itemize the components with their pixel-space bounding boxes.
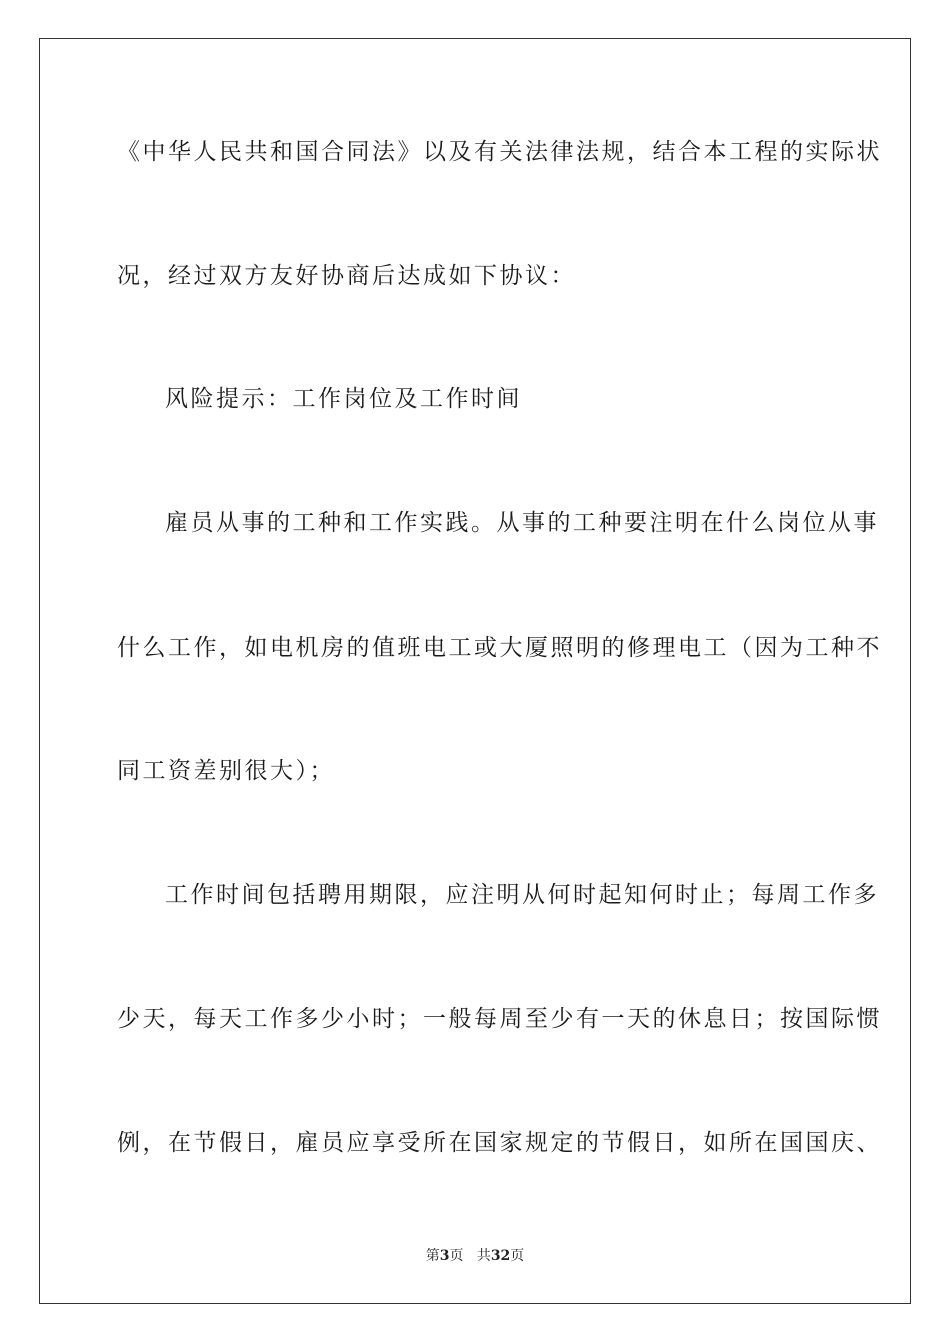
body-line-7: 工作时间包括聘用期限，应注明从何时起知何时止；每周工作多 — [165, 882, 879, 908]
footer-total-pages: 32 — [490, 1248, 511, 1264]
page-border — [39, 38, 911, 1304]
body-line-6: 同工资差别很大）； — [117, 758, 335, 784]
footer-page-prefix: 第 — [425, 1248, 440, 1264]
footer-total-suffix: 页 — [510, 1248, 525, 1264]
body-line-8: 少天，每天工作多少小时；一般每周至少有一天的休息日；按国际惯 — [117, 1006, 882, 1032]
body-line-5: 什么工作，如电机房的值班电工或大厦照明的修理电工（因为工种不 — [117, 635, 882, 661]
body-line-1: 《中华人民共和国合同法》以及有关法律法规，结合本工程的实际状 — [117, 139, 882, 165]
body-line-4: 雇员从事的工种和工作实践。从事的工种要注明在什么岗位从事 — [165, 510, 879, 536]
footer-page-number: 3 — [439, 1248, 450, 1264]
body-line-9: 例，在节假日，雇员应享受所在国家规定的节假日，如所在国国庆、 — [117, 1130, 882, 1156]
page-footer — [0, 1246, 950, 1266]
body-line-3: 风险提示：工作岗位及工作时间 — [165, 386, 522, 412]
body-line-2: 况，经过双方友好协商后达成如下协议： — [117, 263, 576, 289]
footer-total-prefix: 共 — [476, 1248, 491, 1264]
footer-page-suffix: 页 — [449, 1248, 464, 1264]
